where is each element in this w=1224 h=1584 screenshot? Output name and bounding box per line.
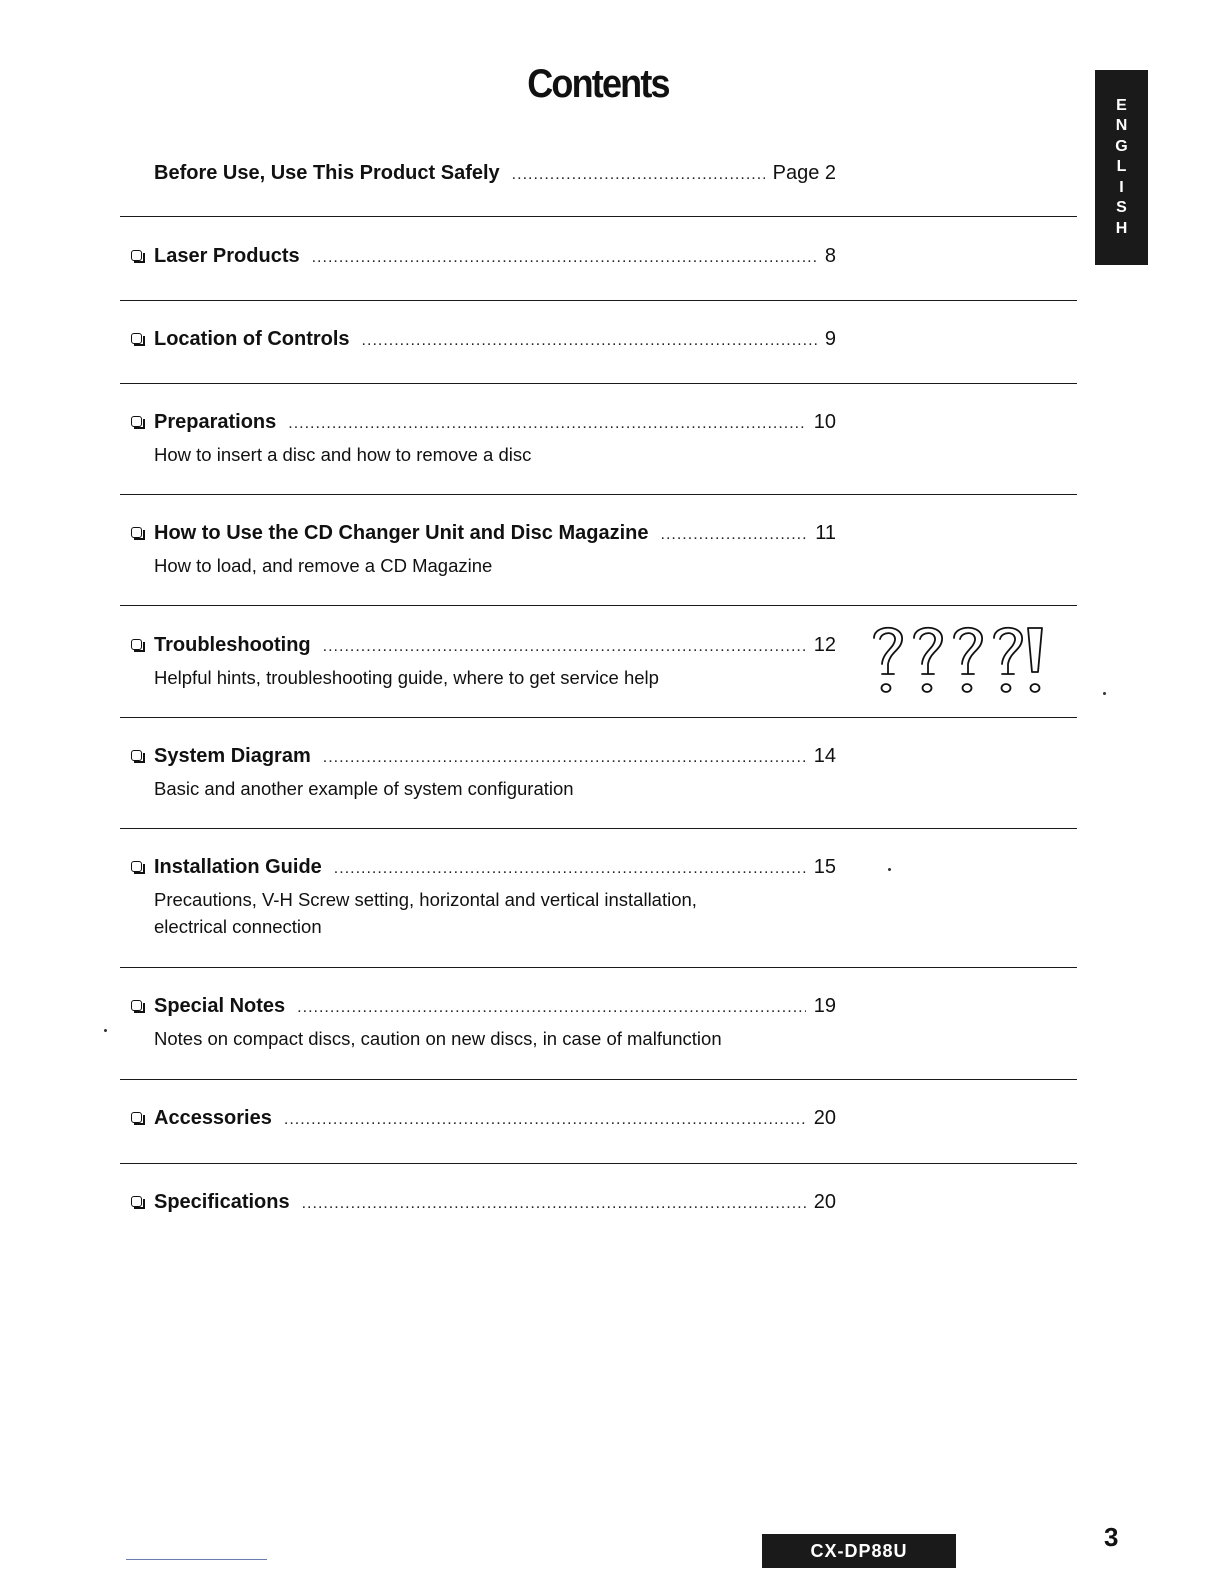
section-divider: [120, 216, 1077, 217]
toc-entry-page: 8: [824, 245, 836, 267]
language-letter: S: [1116, 199, 1127, 217]
toc-entry-title: Special Notes: [154, 995, 286, 1017]
toc-entry-description: How to insert a disc and how to remove a disc: [154, 444, 532, 465]
section-divider: [120, 383, 1077, 384]
dot-leader: [312, 249, 817, 267]
question-marks-icon: [870, 622, 1050, 697]
checkbox-icon: [131, 250, 145, 263]
dot-leader: [284, 1111, 806, 1129]
toc-entry-page: 20: [813, 1107, 836, 1129]
language-letter: E: [1116, 96, 1127, 114]
toc-entry-system-diagram[interactable]: [131, 745, 836, 802]
toc-entry-description: Notes on compact discs, caution on new discs, in case of malfunction: [154, 1028, 722, 1049]
toc-entry-page: 20: [813, 1191, 836, 1213]
toc-entry-page: 14: [813, 745, 836, 767]
checkbox-icon: [131, 1000, 145, 1013]
dot-leader: [362, 332, 817, 350]
toc-entry-title: Preparations: [154, 411, 277, 433]
checkbox-icon: [131, 750, 145, 763]
toc-entry-page: 19: [813, 995, 836, 1017]
toc-entry-special-notes[interactable]: [131, 995, 836, 1052]
dot-leader: [297, 999, 806, 1017]
toc-entry-page: 15: [813, 856, 836, 878]
toc-entry-title: Accessories: [154, 1107, 272, 1129]
section-divider: [120, 1163, 1077, 1164]
toc-entry-description: Precautions, V-H Screw setting, horizontal and vertical installation,: [154, 889, 697, 910]
language-tab: [1095, 70, 1148, 265]
language-letter: I: [1119, 178, 1124, 196]
toc-entry-page: Page 2: [772, 162, 836, 184]
language-letter: N: [1115, 117, 1128, 135]
language-letter: G: [1115, 137, 1128, 155]
model-label: CX-DP88U: [762, 1534, 956, 1568]
checkbox-icon: [131, 527, 145, 540]
dot-leader: [661, 526, 808, 544]
checkbox-icon: [131, 1196, 145, 1209]
print-speck: [888, 868, 891, 871]
checkbox-icon: [131, 639, 145, 652]
language-letter: H: [1115, 219, 1128, 237]
section-divider: [120, 300, 1077, 301]
toc-entry-title: Location of Controls: [154, 328, 350, 350]
print-speck: [1103, 692, 1106, 695]
footer-rule: [126, 1559, 267, 1560]
toc-entry-title: How to Use the CD Changer Unit and Disc Magazine: [154, 522, 649, 544]
dot-leader: [288, 415, 805, 433]
toc-entry-accessories[interactable]: [131, 1107, 836, 1137]
section-divider: [120, 828, 1077, 829]
dot-leader: [323, 638, 806, 656]
toc-entry-intro[interactable]: [154, 162, 836, 192]
toc-entry-title: Before Use, Use This Product Safely: [154, 162, 500, 184]
section-divider: [120, 605, 1077, 606]
toc-entry-page: 9: [824, 328, 836, 350]
page-number: 3: [1104, 1522, 1119, 1552]
toc-entry-laser-products[interactable]: [131, 245, 836, 275]
section-divider: [120, 494, 1077, 495]
page-title: Contents: [527, 62, 669, 106]
toc-entry-description: electrical connection: [154, 916, 322, 937]
toc-entry-description: Basic and another example of system configuration: [154, 778, 574, 799]
dot-leader: [512, 166, 765, 184]
toc-entry-specifications[interactable]: [131, 1191, 836, 1221]
checkbox-icon: [131, 416, 145, 429]
toc-entry-cd-changer[interactable]: [131, 522, 836, 579]
toc-entry-title: Troubleshooting: [154, 634, 311, 656]
checkbox-icon: [131, 861, 145, 874]
toc-entry-description: Helpful hints, troubleshooting guide, where to get service help: [154, 667, 659, 688]
print-speck: [104, 1029, 107, 1032]
section-divider: [120, 1079, 1077, 1080]
toc-entry-location-of-controls[interactable]: [131, 328, 836, 358]
toc-entry-page: 12: [813, 634, 836, 656]
checkbox-icon: [131, 333, 145, 346]
toc-entry-installation-guide[interactable]: [131, 856, 836, 940]
language-letter: L: [1116, 158, 1127, 176]
toc-entry-page: 11: [815, 522, 836, 544]
toc-entry-page: 10: [813, 411, 836, 433]
toc-entry-title: Installation Guide: [154, 856, 322, 878]
section-divider: [120, 967, 1077, 968]
toc-entry-title: Laser Products: [154, 245, 300, 267]
dot-leader: [334, 860, 806, 878]
toc-entry-title: Specifications: [154, 1191, 290, 1213]
dot-leader: [302, 1195, 806, 1213]
section-divider: [120, 717, 1077, 718]
toc-entry-description: How to load, and remove a CD Magazine: [154, 555, 493, 576]
toc-entry-title: System Diagram: [154, 745, 311, 767]
checkbox-icon: [131, 1112, 145, 1125]
toc-entry-troubleshooting[interactable]: [131, 634, 836, 691]
dot-leader: [323, 749, 806, 767]
toc-entry-preparations[interactable]: [131, 411, 836, 468]
